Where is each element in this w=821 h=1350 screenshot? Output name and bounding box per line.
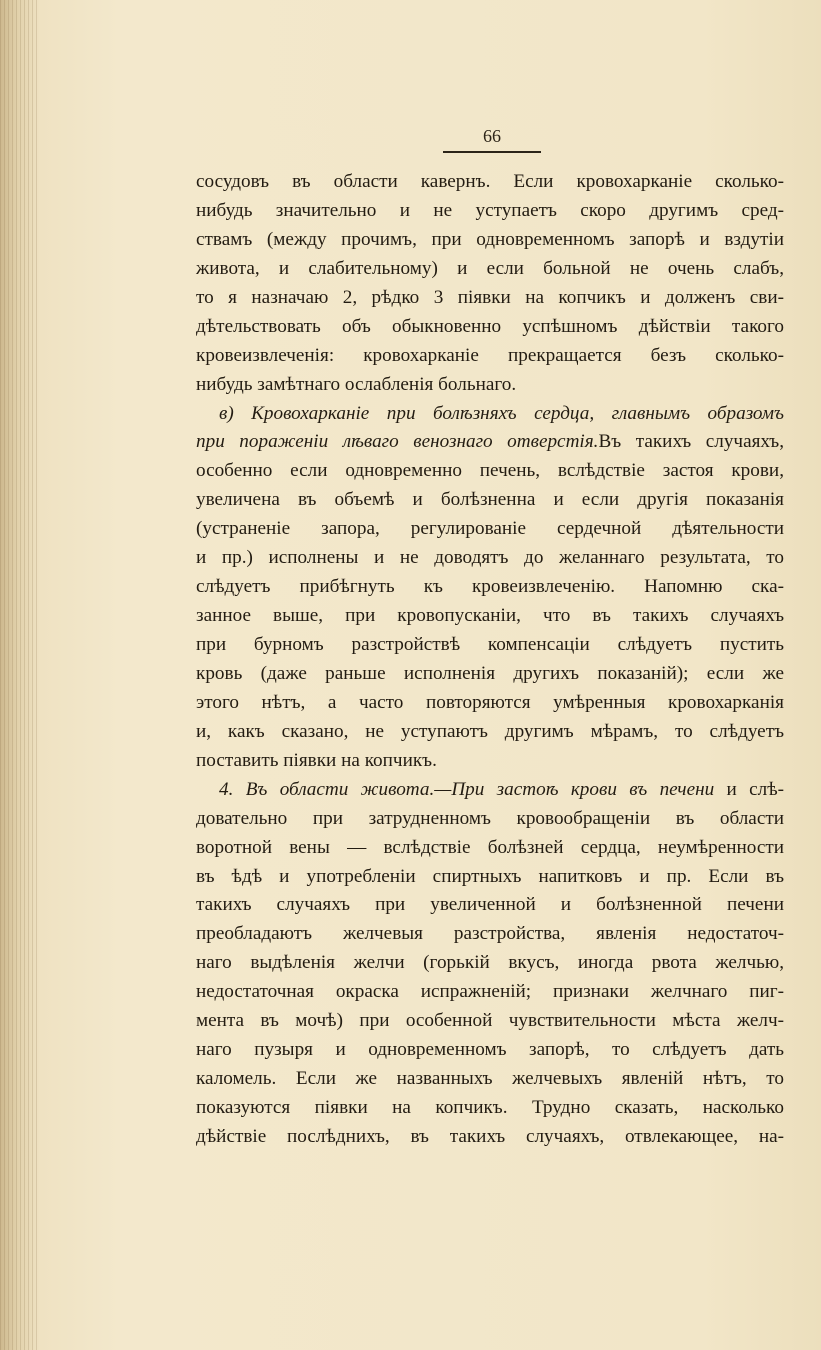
text-line: и, какъ сказано, не уступаютъ другимъ мѣрамъ, то слѣдуетъ [196, 720, 784, 742]
text-line: то я назначаю 2, рѣдко 3 піявки на копчикъ и долженъ сви- [196, 286, 784, 308]
text-line: при бурномъ разстройствѣ компенсаціи слѣдуетъ пустить [196, 634, 784, 655]
text-line: ствамъ (между прочимъ, при одновременномъ запорѣ и вздутіи [196, 228, 784, 250]
section-v-heading: в) Кровохарканіе при болѣзняхъ сердца, главнымъ образомъ [219, 402, 784, 424]
text-line: такихъ случаяхъ при увеличенной и болѣзненной печени [196, 894, 784, 916]
text-line: поставить піявки на копчикъ. [196, 749, 437, 771]
text-fragment: и слѣ- [714, 778, 785, 800]
text-line: недостаточная окраска испражненій; признаки желчнаго пиг- [196, 981, 784, 1003]
text-line: живота, и слабительному) и если больной не очень слабъ, [196, 257, 784, 279]
text-line: сосудовъ въ области кавернъ. Если кровохарканіе сколько- [196, 171, 784, 192]
text-line: (устраненіе запора, регулированіе сердечной дѣятельности [196, 518, 784, 540]
page-number: 66 [483, 126, 501, 146]
text-line: нибудь замѣтнаго ослабленія больнаго. [196, 373, 517, 395]
text-line: въ ѣдѣ и употребленіи спиртныхъ напитковъ и пр. Если въ [196, 865, 784, 887]
page-edge-stack [0, 0, 40, 1350]
text-line [196, 428, 784, 457]
text-line: дѣйствіе послѣднихъ, въ такихъ случаяхъ, отвлекающее, на- [196, 1125, 784, 1147]
text-line: особенно если одновременно печень, вслѣдствіе застоя крови, [196, 460, 784, 482]
text-line: преобладаютъ желчевыя разстройства, явленія недостаточ- [196, 923, 784, 945]
text-line: и пр.) исполнены и не доводятъ до желаннаго результата, то [196, 547, 784, 569]
section-4-heading: 4. Въ области живота.—При застоѣ крови въ печени [219, 778, 715, 800]
text-line: мента въ мочѣ) при особенной чувствительности мѣста желч- [196, 1010, 784, 1032]
text-line: увеличена въ объемѣ и болѣзненна и если другія показанія [196, 489, 784, 511]
text-line: нибудь значительно и не уступаетъ скоро другимъ сред- [196, 199, 784, 221]
text-line: каломель. Если же названныхъ желчевыхъ явленій нѣтъ, то [196, 1068, 784, 1090]
text-line [196, 776, 784, 805]
text-line: наго выдѣленія желчи (горькій вкусъ, иногда рвота желчью, [196, 952, 784, 974]
text-line: слѣдуетъ прибѣгнуть къ кровеизвлеченію. Напомню ска- [196, 576, 784, 598]
text-fragment: Въ такихъ случаяхъ, [598, 431, 784, 453]
page-number-rule [443, 151, 541, 153]
text-line: воротной вены — вслѣдствіе болѣзней сердца, неумѣренности [196, 836, 784, 858]
text-line: кровь (даже раньше исполненія другихъ показаній); если же [196, 662, 784, 684]
body-text [196, 168, 784, 1152]
text-line: довательно при затрудненномъ кровообращеніи въ области [196, 807, 784, 829]
text-line: дѣтельствовать объ обыкновенно успѣшномъ дѣйствіи такого [196, 315, 784, 337]
text-line: показуются піявки на копчикъ. Трудно сказать, насколько [196, 1097, 784, 1118]
section-v-heading-cont: при пораженіи лѣваго венознаго отверстія. [196, 431, 599, 453]
text-line: этого нѣтъ, а часто повторяются умѣренныя кровохарканія [196, 691, 784, 713]
text-line: кровеизвлеченія: кровохарканіе прекращается безъ сколько- [196, 344, 784, 366]
text-line: наго пузыря и одновременномъ запорѣ, то слѣдуетъ дать [196, 1039, 784, 1061]
text-line: занное выше, при кровопусканіи, что въ такихъ случаяхъ [196, 605, 784, 627]
